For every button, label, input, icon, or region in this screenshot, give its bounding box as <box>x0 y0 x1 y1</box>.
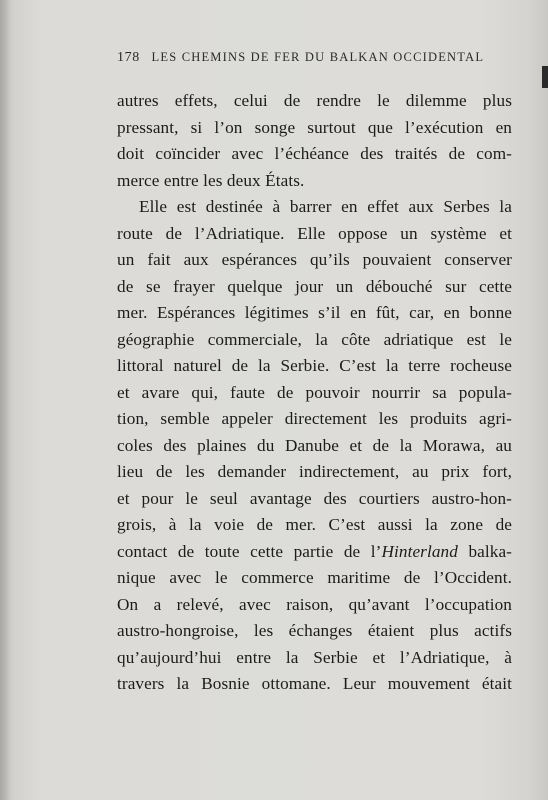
text-line: route de l’Adriatique. Elle oppose un système et <box>117 223 512 243</box>
text-line-with-italic <box>117 539 512 566</box>
text-line: merce entre les deux États. <box>117 170 305 190</box>
text-line: tion, semble appeler directement les produits agri- <box>117 409 512 428</box>
text-line: lieu de les demander indirectement, au prix fort, <box>117 462 512 481</box>
text-line: de se frayer quelque jour un débouché sur cette <box>117 276 512 296</box>
page-header <box>117 50 517 70</box>
text-line: pressant, si l’on songe surtout que l’exécution en <box>117 117 512 137</box>
text-line: grois, à la voie de mer. C’est aussi la zone de <box>117 515 512 534</box>
text-line: austro-hongroise, les échanges étaient plus actifs <box>117 621 512 640</box>
text-line: qu’aujourd’hui entre la Serbie et l’Adriatique, à <box>117 647 512 667</box>
text-line: coles des plaines du Danube et de la Morawa, au <box>117 435 512 455</box>
text-line: un fait aux espérances qu’ils pouvaient conserver <box>117 250 512 269</box>
gutter-shadow <box>0 0 10 800</box>
text-line: mer. Espérances légitimes s’il en fût, car, en bonne <box>117 303 512 322</box>
running-head: LES CHEMINS DE FER DU BALKAN OCCIDENTAL <box>151 50 485 64</box>
italic-term: Hinterland <box>381 541 458 561</box>
text-line: littoral naturel de la Serbie. C’est la terre rocheuse <box>117 356 512 375</box>
text-span: contact de toute cette partie de l’ <box>117 541 382 561</box>
text-span: balka- <box>457 541 512 561</box>
page-edge-mark <box>542 66 548 88</box>
text-line: et pour le seul avantage des courtiers austro-hon- <box>117 488 512 508</box>
text-line: travers la Bosnie ottomane. Leur mouvement était <box>117 674 512 693</box>
text-line: On a relevé, avec raison, qu’avant l’occupation <box>117 594 512 614</box>
text-line: nique avec le commerce maritime de l’Occident. <box>117 568 512 587</box>
text-line: et avare qui, faute de pouvoir nourrir sa popula- <box>117 382 512 402</box>
text-line: doit coïncider avec l’échéance des traités de com- <box>117 144 512 163</box>
text-line: géographie commerciale, la côte adriatique est le <box>117 329 512 349</box>
text-line: Elle est destinée à barrer en effet aux Serbes la <box>139 197 512 216</box>
page-number: 178 <box>117 50 140 65</box>
body-text <box>117 88 512 698</box>
text-line: autres effets, celui de rendre le dilemme plus <box>117 91 512 110</box>
